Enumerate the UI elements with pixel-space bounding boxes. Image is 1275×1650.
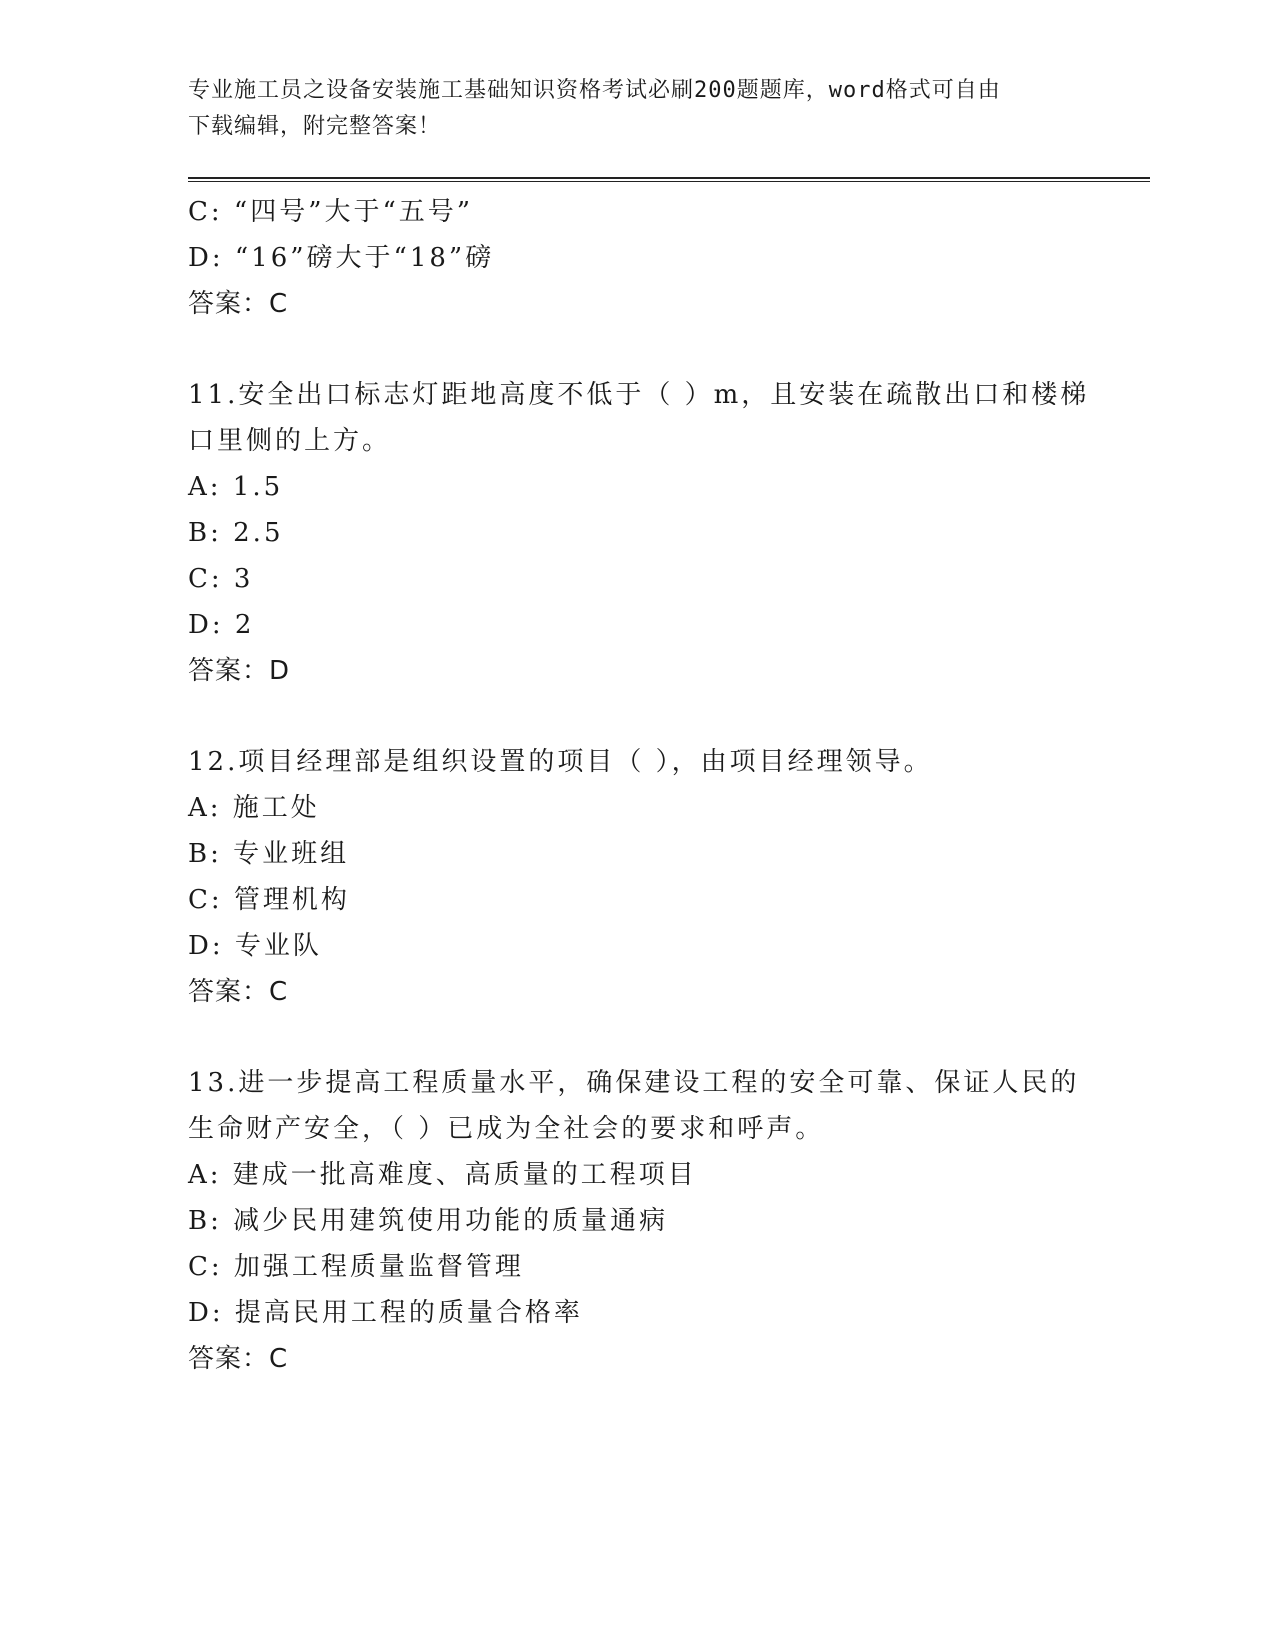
option-c: C: “四号”大于“五号” xyxy=(188,197,474,227)
header-line-2: 下载编辑，附完整答案！ xyxy=(188,114,442,139)
question-stem: 11.安全出口标志灯距地高度不低于（ ）m，且安装在疏散出口和楼梯 xyxy=(188,380,1090,410)
option-a: A: 建成一批高难度、高质量的工程项目 xyxy=(188,1160,697,1190)
option-b: B: 2.5 xyxy=(188,518,284,548)
option-b: B: 减少民用建筑使用功能的质量通病 xyxy=(188,1206,669,1236)
option-d: D: 2 xyxy=(188,610,255,640)
option-b: B: 专业班组 xyxy=(188,839,350,869)
option-c: C: 管理机构 xyxy=(188,885,350,915)
option-c: C: 加强工程质量监督管理 xyxy=(188,1252,524,1282)
question-10-tail xyxy=(188,189,1088,327)
option-d: D: 专业队 xyxy=(188,931,322,961)
question-13 xyxy=(188,1060,1088,1382)
option-c: C: 3 xyxy=(188,564,254,594)
option-a: A: 1.5 xyxy=(188,472,284,502)
question-stem-cont: 口里侧的上方。 xyxy=(188,426,392,456)
header-divider-thick xyxy=(188,177,1150,179)
answer: 答案：C xyxy=(188,977,289,1007)
question-11 xyxy=(188,372,1088,694)
document-header xyxy=(188,73,1088,145)
answer: 答案：C xyxy=(188,289,289,319)
question-content xyxy=(188,189,1088,1382)
option-d: D: 提高民用工程的质量合格率 xyxy=(188,1298,583,1328)
header-divider-thin xyxy=(188,181,1150,182)
answer: 答案：D xyxy=(188,656,291,686)
question-stem: 13.进一步提高工程质量水平，确保建设工程的安全可靠、保证人民的 xyxy=(188,1068,1080,1098)
header-line-1: 专业施工员之设备安装施工基础知识资格考试必刷200题题库，word格式可自由 xyxy=(188,78,1001,103)
option-d: D: “16”磅大于“18”磅 xyxy=(188,243,495,273)
question-stem: 12.项目经理部是组织设置的项目（ ），由项目经理领导。 xyxy=(188,747,933,777)
option-a: A: 施工处 xyxy=(188,793,320,823)
question-stem-cont: 生命财产安全，（ ）已成为全社会的要求和呼声。 xyxy=(188,1114,825,1144)
answer: 答案：C xyxy=(188,1344,289,1374)
question-12 xyxy=(188,739,1088,1015)
